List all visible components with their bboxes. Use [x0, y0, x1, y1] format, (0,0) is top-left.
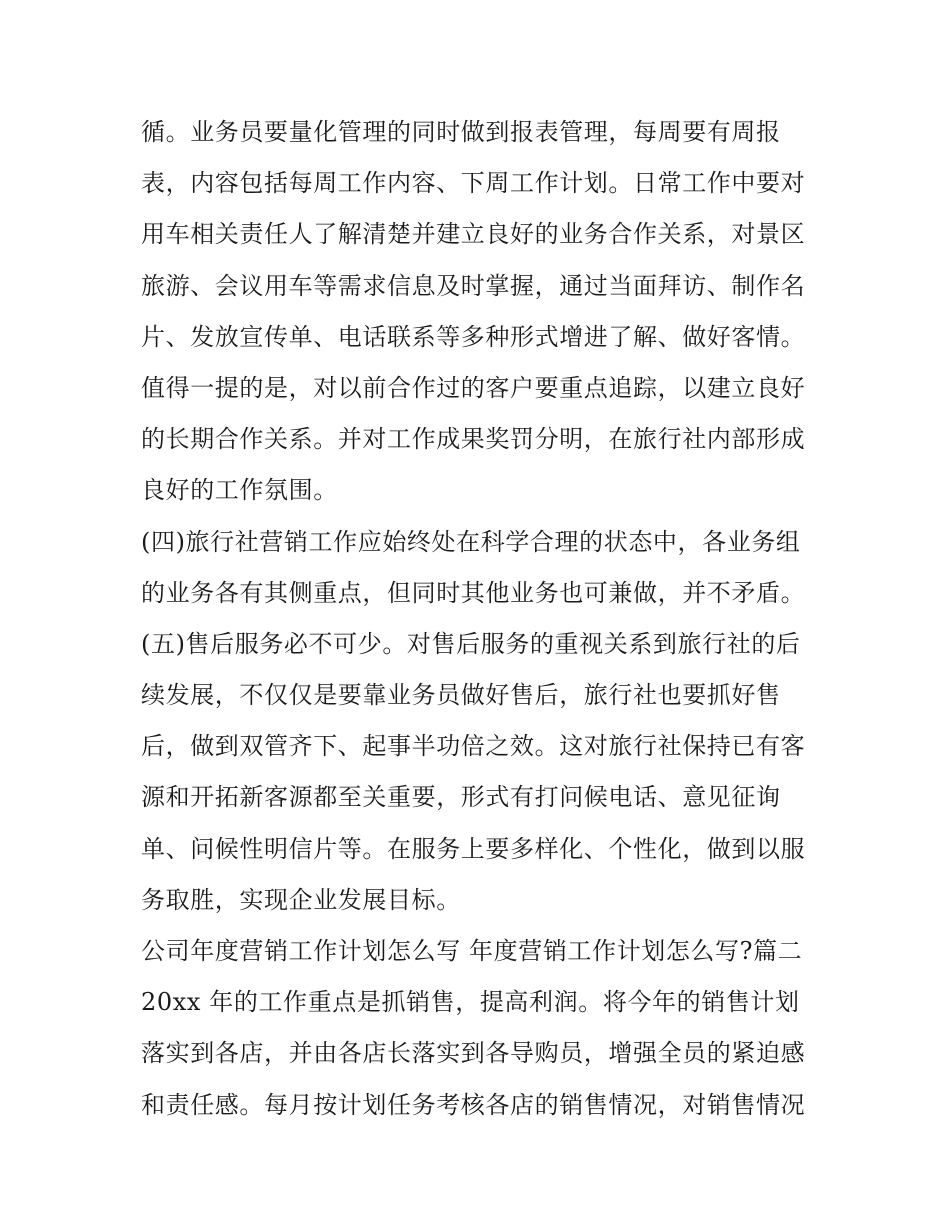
text-line: 和责任感。每月按计划任务考核各店的销售情况，对销售情况 — [141, 1090, 806, 1119]
text-line: 续发展，不仅仅是要靠业务员做好售后，旅行社也要抓好售 — [141, 681, 781, 710]
text-line: 的业务各有其侧重点，但同时其他业务也可兼做，并不矛盾。 — [141, 578, 806, 607]
text-line: 片、发放宣传单、电话联系等多种形式增进了解、做好客情。 — [141, 322, 806, 351]
article-title-line: 公司年度营销工作计划怎么写 年度营销工作计划怎么写?篇二 — [141, 937, 803, 965]
text-line: 落实到各店，并由各店长落实到各导购员，增强全员的紧迫感 — [141, 1039, 806, 1068]
text-line: 表，内容包括每周工作内容、下周工作计划。日常工作中要对 — [141, 169, 806, 198]
text-line: 20xx 年的工作重点是抓销售，提高利润。将今年的销售计划 — [141, 988, 800, 1017]
text-line: 源和开拓新客源都至关重要，形式有打问候电话、意见征询 — [141, 783, 781, 812]
text-line: 值得一提的是，对以前合作过的客户要重点追踪，以建立良好 — [141, 373, 806, 402]
text-line: 旅游、会议用车等需求信息及时掌握，通过当面拜访、制作名 — [141, 271, 806, 300]
text-line: 务取胜，实现企业发展目标。 — [141, 885, 461, 914]
text-line: 后，做到双管齐下、起事半功倍之效。这对旅行社保持已有客 — [141, 732, 806, 761]
text-line: 的长期合作关系。并对工作成果奖罚分明，在旅行社内部形成 — [141, 425, 806, 454]
document-body — [141, 107, 821, 1131]
text-line: 良好的工作氛围。 — [141, 476, 338, 505]
section-heading-five: (五)售后服务必不可少。对售后服务的重视关系到旅行社的后 — [141, 629, 801, 658]
text-line: 用车相关责任人了解清楚并建立良好的业务合作关系，对景区 — [141, 220, 806, 249]
text-line: 单、问候性明信片等。在服务上要多样化、个性化，做到以服 — [141, 834, 806, 863]
text-line: 循。业务员要量化管理的同时做到报表管理，每周要有周报 — [141, 118, 781, 146]
section-heading-four: (四)旅行社营销工作应始终处在科学合理的状态中，各业务组 — [141, 527, 801, 556]
